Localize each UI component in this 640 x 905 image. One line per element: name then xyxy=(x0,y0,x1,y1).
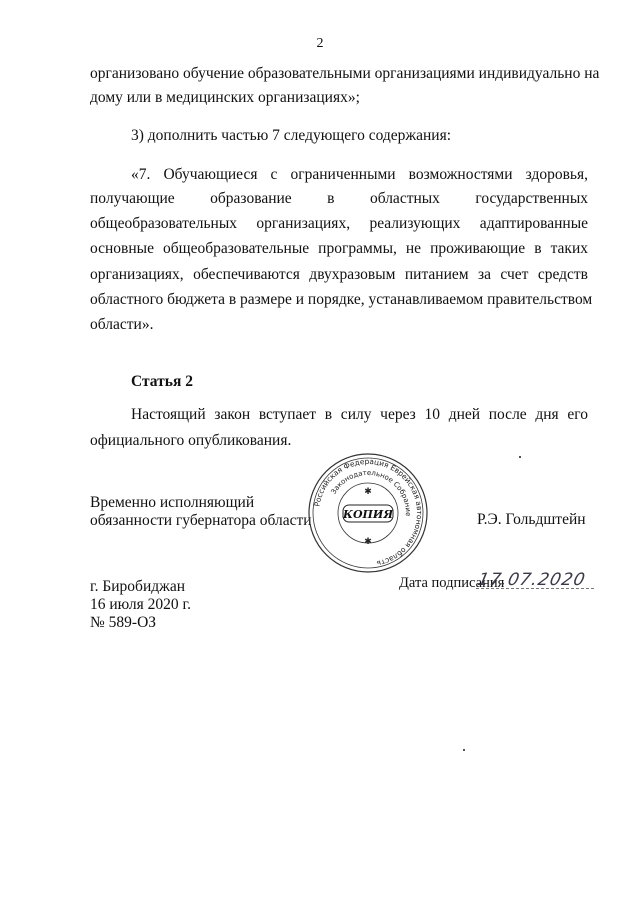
signing-date-handwritten: 17.07.2020 xyxy=(475,570,588,590)
page-number: 2 xyxy=(316,36,324,51)
paragraph-line: организовано обучение образовательными организациями индивидуально на xyxy=(90,65,600,82)
paragraph-line: «7. Обучающиеся с ограниченными возможностями здоровья, xyxy=(131,166,588,183)
signing-date: 16 июля 2020 г. xyxy=(90,596,191,613)
paragraph-line: получающие образование в областных государственных xyxy=(90,190,588,207)
signatory-name: Р.Э. Гольдштейн xyxy=(477,511,586,528)
scan-dot xyxy=(519,456,521,458)
paragraph-line: областного бюджета в размере и порядке, устанавливаемом правительством xyxy=(90,291,593,308)
stamp-inner-text: Законодательное Собрание xyxy=(329,468,413,517)
signing-date-label: Дата подписания xyxy=(399,575,505,591)
paragraph-line: официального опубликования. xyxy=(90,432,292,449)
paragraph-line: дому или в медицинских организациях»; xyxy=(90,89,360,106)
signature-role-line1: Временно исполняющий xyxy=(90,494,255,511)
paragraph-line: общеобразовательных организациях, реализующих адаптированные xyxy=(90,215,588,232)
star-icon: ✱ xyxy=(364,536,372,546)
paragraph-line: организациях, обеспечиваются двухразовым питанием за счет средств xyxy=(90,266,588,283)
stamp-outer-text: Российская Федерация Еврейская автономная область xyxy=(312,456,425,569)
law-number: № 589-ОЗ xyxy=(90,614,157,631)
official-stamp xyxy=(307,452,429,574)
paragraph-line: области». xyxy=(90,316,154,333)
paragraph-amendment: 3) дополнить частью 7 следующего содержания: xyxy=(131,127,452,144)
stamp-center-text: КОПИЯ xyxy=(342,508,394,521)
paragraph-line: Настоящий закон вступает в силу через 10 дней после дня его xyxy=(131,406,588,423)
place-of-signing: г. Биробиджан xyxy=(90,578,186,595)
star-icon: ✱ xyxy=(364,486,372,496)
scan-dot xyxy=(463,749,465,751)
paragraph-line: основные общеобразовательные программы, не проживающие в таких xyxy=(90,240,588,257)
signature-role-line2: обязанности губернатора области xyxy=(90,512,312,529)
article-heading: Статья 2 xyxy=(131,373,193,390)
signing-date-underline xyxy=(476,588,594,590)
